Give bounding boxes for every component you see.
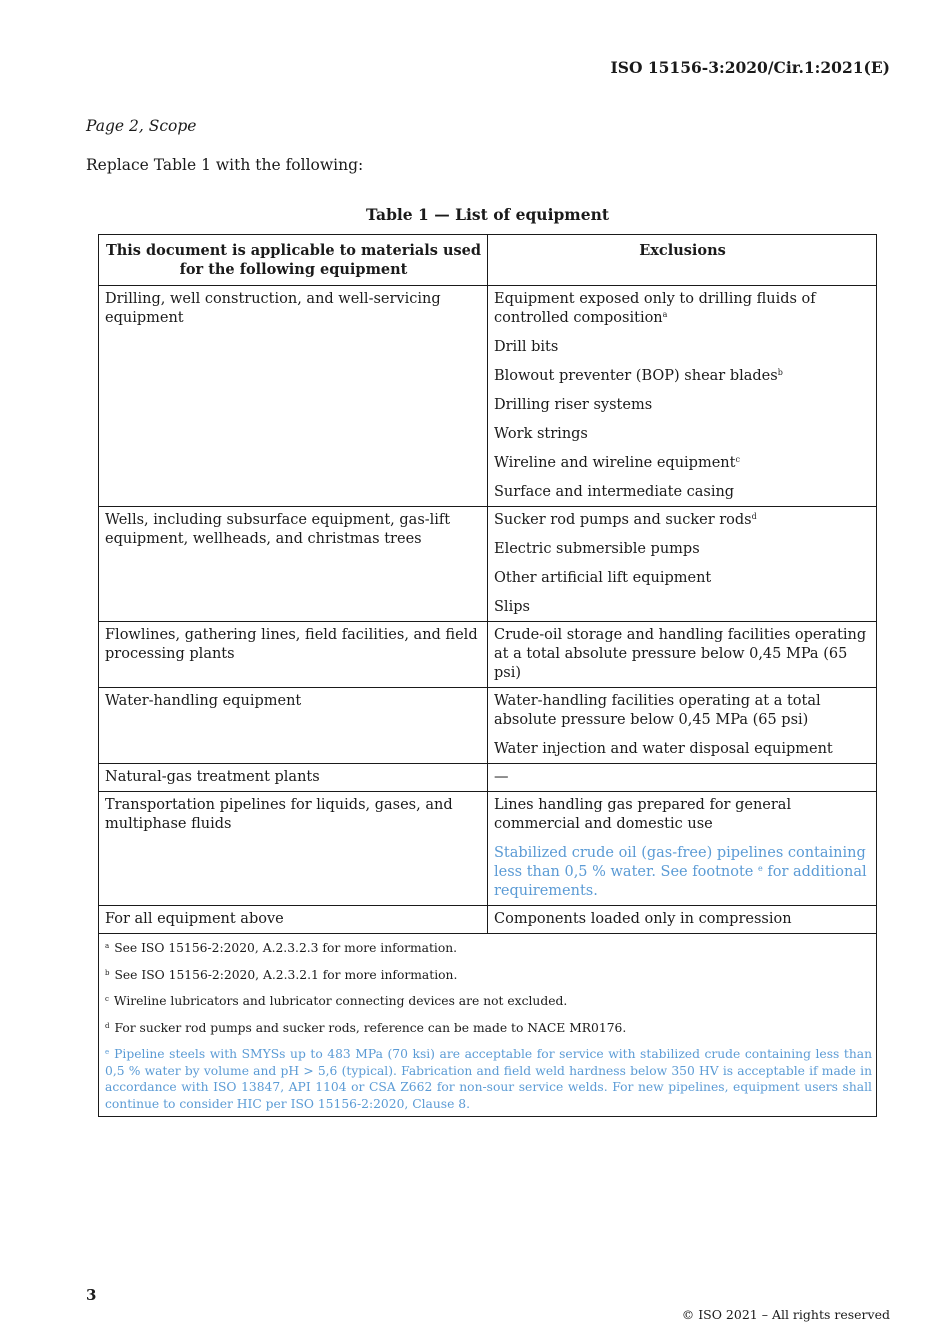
exclusions-cell [488, 507, 877, 622]
footnote-text: See ISO 15156-2:2020, A.2.3.2.3 for more information. [114, 941, 458, 955]
exclusions-cell [488, 792, 877, 906]
exclusion-text: Equipment exposed only to drilling fluids of controlled composition [494, 291, 816, 326]
exclusion-text: Water injection and water disposal equipment [494, 741, 833, 757]
footnote-mark: e [105, 1048, 110, 1056]
exclusion-item [494, 511, 871, 530]
exclusion-text: Surface and intermediate casing [494, 484, 735, 500]
exclusion-text-continued: for additional requirements. [494, 864, 867, 899]
exclusion-item [494, 768, 871, 787]
equipment-table [98, 234, 877, 1117]
exclusion-item [494, 396, 871, 415]
equipment-cell: Drilling, well construction, and well-servicing equipment [99, 286, 488, 507]
exclusion-item [494, 338, 871, 357]
exclusion-text: Drill bits [494, 339, 559, 355]
exclusion-text: Wireline and wireline equipment [494, 455, 736, 471]
copyright-notice: © ISO 2021 – All rights reserved [681, 1307, 890, 1322]
page-number: 3 [86, 1286, 97, 1304]
footnote [105, 940, 872, 957]
footnote-ref: a [662, 310, 668, 319]
exclusion-item [494, 796, 871, 834]
amendment-location: Page 2, Scope [86, 117, 197, 135]
exclusion-text: Crude-oil storage and handling facilities operating at a total absolute pressure below 0,45 MPa (65 psi) [494, 627, 867, 681]
table-row [99, 507, 877, 622]
exclusion-item [494, 569, 871, 588]
exclusion-item [494, 425, 871, 444]
document-header-id: ISO 15156-3:2020/Cir.1:2021(E) [610, 58, 890, 77]
table-row [99, 286, 877, 507]
table-row [99, 688, 877, 764]
equipment-cell: Transportation pipelines for liquids, gases, and multiphase fluids [99, 792, 488, 906]
exclusion-item [494, 910, 871, 929]
exclusion-item [494, 454, 871, 473]
table-header-row [99, 235, 877, 286]
exclusion-text: — [494, 769, 509, 785]
exclusion-item [494, 290, 871, 328]
footnote-text: See ISO 15156-2:2020, A.2.3.2.1 for more information. [114, 967, 458, 982]
footnote-text: Pipeline steels with SMYSs up to 483 MPa (70 ksi) are acceptable for service with stabilized crude containing less than 0,5 % water by volume and pH > 5,6 (typical). Fabrication and field weld hardness below 350 HV is acceptable if made in accordance with ISO 13847, API 1104 or CSA Z662 for non-sour service welds. For new pipelines, equipment users shall continue to consider HIC per ISO 15156-2:2020, Clause 8. [105, 1047, 872, 1111]
footnote-ref: d [751, 512, 757, 521]
footnote-ref: e [758, 864, 763, 873]
exclusion-text: Blowout preventer (BOP) shear blades [494, 368, 778, 384]
exclusions-cell [488, 688, 877, 764]
footnote-ref: c [735, 455, 740, 464]
header-exclusions: Exclusions [488, 235, 877, 286]
footnote-mark: d [105, 1021, 110, 1030]
footnote [105, 1020, 872, 1037]
exclusion-text: Drilling riser systems [494, 397, 653, 413]
exclusion-text: Stabilized crude oil (gas-free) pipelines containing less than 0,5 % water. See footnote [494, 845, 866, 880]
table-row [99, 792, 877, 906]
exclusion-text: Water-handling facilities operating at a total absolute pressure below 0,45 MPa (65 psi) [494, 693, 821, 728]
exclusion-item [494, 540, 871, 559]
footnotes-row [99, 934, 877, 1117]
footnote-text: For sucker rod pumps and sucker rods, reference can be made to NACE MR0176. [114, 1020, 627, 1035]
footnote-text: Wireline lubricators and lubricator connecting devices are not excluded. [113, 994, 568, 1008]
exclusions-cell [488, 622, 877, 688]
footnote-ref: b [777, 368, 783, 377]
amendment-instruction: Replace Table 1 with the following: [86, 156, 364, 174]
table-row [99, 764, 877, 792]
exclusion-text: Electric submersible pumps [494, 541, 700, 557]
footnote-mark: a [105, 942, 110, 950]
footnote-mark: b [105, 968, 110, 977]
footnote-mark: c [105, 995, 109, 1003]
exclusion-item [494, 740, 871, 759]
equipment-cell: Natural-gas treatment plants [99, 764, 488, 792]
exclusion-text: Components loaded only in compression [494, 911, 792, 927]
table-row [99, 906, 877, 934]
equipment-cell: For all equipment above [99, 906, 488, 934]
exclusion-item [494, 483, 871, 502]
exclusion-item [494, 844, 871, 901]
exclusions-cell [488, 764, 877, 792]
table-row [99, 622, 877, 688]
footnote [105, 1046, 872, 1112]
exclusions-cell [488, 906, 877, 934]
footnote [105, 967, 872, 984]
exclusion-item [494, 692, 871, 730]
exclusion-text: Work strings [494, 426, 588, 442]
footnotes-cell [99, 934, 877, 1117]
exclusion-text: Sucker rod pumps and sucker rods [494, 512, 752, 528]
equipment-cell: Wells, including subsurface equipment, gas-lift equipment, wellheads, and christmas trees [99, 507, 488, 622]
exclusion-text: Slips [494, 599, 530, 615]
exclusion-text: Other artificial lift equipment [494, 570, 712, 586]
exclusion-text: Lines handling gas prepared for general commercial and domestic use [494, 797, 792, 832]
equipment-cell: Water-handling equipment [99, 688, 488, 764]
footnote [105, 993, 872, 1010]
table-title: Table 1 — List of equipment [365, 205, 609, 224]
equipment-cell: Flowlines, gathering lines, field facilities, and field processing plants [99, 622, 488, 688]
exclusion-item [494, 367, 871, 386]
header-applicable: This document is applicable to materials used for the following equipment [99, 235, 488, 286]
exclusion-item [494, 626, 871, 683]
exclusion-item [494, 598, 871, 617]
exclusions-cell [488, 286, 877, 507]
